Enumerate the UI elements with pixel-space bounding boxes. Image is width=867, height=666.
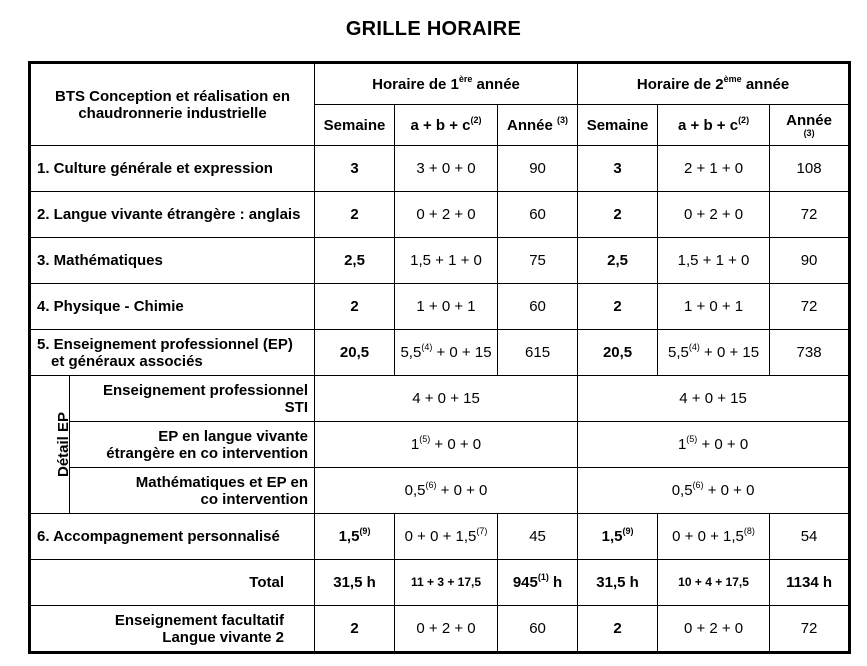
total-row — [31, 560, 849, 606]
cell: 54 — [770, 514, 849, 560]
y2-semaine-header: Semaine — [578, 105, 658, 146]
cell: 60 — [498, 606, 578, 652]
cell: 2,5 — [315, 238, 395, 284]
cell: 1 + 0 + 1 — [395, 284, 498, 330]
cell: $1^{(5)} + 0 + 0$ — [578, 422, 849, 468]
cell: 2 — [578, 284, 658, 330]
cell: 0 + 2 + 0 — [395, 192, 498, 238]
cell: $0,5^{(6)} + 0 + 0$ — [578, 468, 849, 514]
cell: 10 + 4 + 17,5 — [658, 560, 770, 606]
year2-header: Horaire de 2ème année — [578, 64, 849, 105]
y1-semaine-header: Semaine — [315, 105, 395, 146]
cell: 3 — [578, 146, 658, 192]
detail-ep-label: Détail EP — [31, 376, 70, 514]
row-label: Mathématiques et EP en co intervention — [70, 468, 315, 514]
cell: 2,5 — [578, 238, 658, 284]
cell: 2 — [578, 606, 658, 652]
table-row — [31, 192, 849, 238]
cell: $5,5^{(4)} + 0 + 15$ — [395, 330, 498, 376]
cell: 1,5 + 1 + 0 — [658, 238, 770, 284]
cell: 2 — [315, 192, 395, 238]
cell: 11 + 3 + 17,5 — [395, 560, 498, 606]
page-title: GRILLE HORAIRE — [345, 18, 522, 40]
cell: $5,5^{(4)} + 0 + 15$ — [658, 330, 770, 376]
row-label: EP en langue vivante étrangère en co intervention — [70, 422, 315, 468]
cell: 0 + 2 + 0 — [395, 606, 498, 652]
cell: 1,5$^{(9)}$ — [578, 514, 658, 560]
cell: 31,5 h — [315, 560, 395, 606]
cell: 20,5 — [315, 330, 395, 376]
cell: 60 — [498, 192, 578, 238]
cell: $1^{(5)} + 0 + 0$ — [315, 422, 578, 468]
cell: 0 + 2 + 0 — [658, 606, 770, 652]
row-label: Enseignement professionnel STI — [70, 376, 315, 422]
cell: 2 + 1 + 0 — [658, 146, 770, 192]
cell: 945$^{(1)}$ h — [498, 560, 578, 606]
optional-row — [31, 606, 849, 652]
row-label: Enseignement facultatif Langue vivante 2 — [31, 606, 315, 652]
table-row — [31, 330, 849, 376]
table-row — [31, 514, 849, 560]
row-label: 3. Mathématiques — [31, 238, 315, 284]
cell: 0 + 2 + 0 — [658, 192, 770, 238]
header-row-1 — [31, 64, 849, 105]
cell: 1,5$^{(9)}$ — [315, 514, 395, 560]
cell: 738 — [770, 330, 849, 376]
cell: 2 — [578, 192, 658, 238]
schedule-table — [30, 63, 849, 652]
row-label: 6. Accompagnement personnalisé — [31, 514, 315, 560]
cell: 60 — [498, 284, 578, 330]
program-header: BTS Conception et réalisation en chaudronnerie industrielle — [31, 64, 315, 146]
cell: 2 — [315, 284, 395, 330]
cell: 31,5 h — [578, 560, 658, 606]
cell: 2 — [315, 606, 395, 652]
row-label: 4. Physique - Chimie — [31, 284, 315, 330]
year1-header: Horaire de 1ère année — [315, 64, 578, 105]
table-row — [31, 238, 849, 284]
detail-row — [31, 422, 849, 468]
y1-abc-header: $a + b + c^{(2)}$ — [395, 105, 498, 146]
cell: $0,5^{(6)} + 0 + 0$ — [315, 468, 578, 514]
total-label: Total — [31, 560, 315, 606]
cell: 4 + 0 + 15 — [315, 376, 578, 422]
cell: 1,5 + 1 + 0 — [395, 238, 498, 284]
row-label: 2. Langue vivante étrangère : anglais — [31, 192, 315, 238]
cell: 615 — [498, 330, 578, 376]
cell: 3 — [315, 146, 395, 192]
table-row — [31, 284, 849, 330]
cell: 72 — [770, 192, 849, 238]
row-label: 1. Culture générale et expression — [31, 146, 315, 192]
cell: 45 — [498, 514, 578, 560]
cell: 72 — [770, 606, 849, 652]
detail-row — [31, 376, 849, 422]
cell: 1 + 0 + 1 — [658, 284, 770, 330]
y1-annee-header: Année $^{(3)}$ — [498, 105, 578, 146]
cell: 4 + 0 + 15 — [578, 376, 849, 422]
cell: 72 — [770, 284, 849, 330]
cell: 108 — [770, 146, 849, 192]
row-label: 5. Enseignement professionnel (EP) et généraux associés — [31, 330, 315, 376]
cell: 3 + 0 + 0 — [395, 146, 498, 192]
cell: 20,5 — [578, 330, 658, 376]
cell: 1134 h — [770, 560, 849, 606]
y2-annee-header: Année (3) — [770, 105, 849, 146]
cell: 90 — [498, 146, 578, 192]
detail-row — [31, 468, 849, 514]
y2-abc-header: $a + b + c^{(2)}$ — [658, 105, 770, 146]
cell: 90 — [770, 238, 849, 284]
cell: $0 + 0 + 1,5^{(7)}$ — [395, 514, 498, 560]
cell: $0 + 0 + 1,5^{(8)}$ — [658, 514, 770, 560]
cell: 75 — [498, 238, 578, 284]
table-row — [31, 146, 849, 192]
